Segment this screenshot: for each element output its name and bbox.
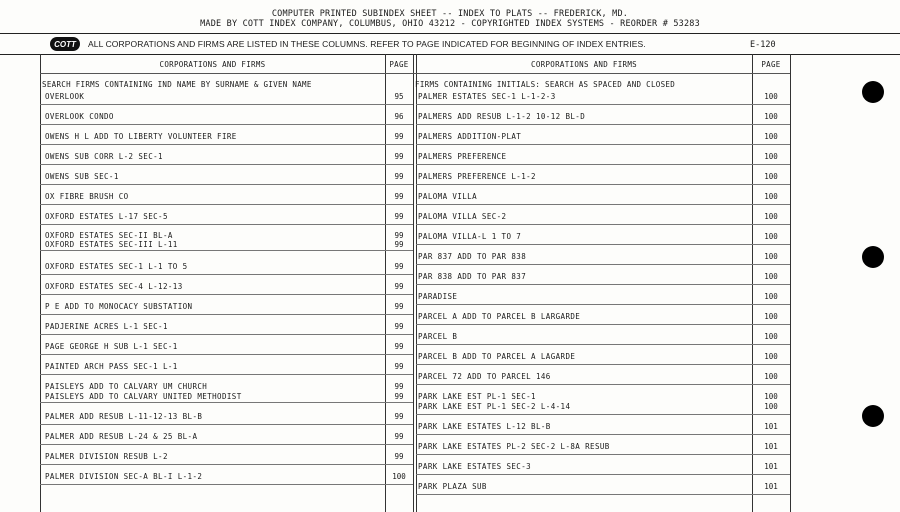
right-entry-page: 101 bbox=[764, 462, 778, 471]
right-entry-page: 100 bbox=[764, 292, 778, 301]
punch-hole-middle bbox=[862, 246, 884, 268]
row-rule bbox=[416, 384, 790, 385]
row-rule bbox=[416, 284, 790, 285]
left-entry-page: 99 bbox=[394, 322, 404, 331]
row-rule bbox=[40, 164, 413, 165]
right-entry-name: PALMERS PREFERENCE bbox=[418, 152, 507, 161]
right-entry-name: PALMERS ADDITION-PLAT bbox=[418, 132, 522, 141]
left-entry-name: P E ADD TO MONOCACY SUBSTATION bbox=[45, 302, 193, 311]
row-rule bbox=[416, 414, 790, 415]
right-entry-name: PALMERS ADD RESUB L-1-2 10-12 BL-D bbox=[418, 112, 586, 121]
right-entry-name: PARK LAKE ESTATES PL-2 SEC-2 L-8A RESUB bbox=[418, 442, 610, 451]
right-entry-page: 100 bbox=[764, 312, 778, 321]
header-divider bbox=[0, 33, 900, 34]
right-entry-name: PAR 837 ADD TO PAR 838 bbox=[418, 252, 527, 261]
right-column-heading: CORPORATIONS AND FIRMS bbox=[531, 60, 637, 69]
notice-text: ALL CORPORATIONS AND FIRMS ARE LISTED IN THESE COLUMNS. REFER TO PAGE INDICATED FOR BEGINNING OF INDEX ENTRIES. bbox=[88, 39, 646, 49]
right-entry-name: PARCEL 72 ADD TO PARCEL 146 bbox=[418, 372, 551, 381]
left-column-heading: CORPORATIONS AND FIRMS bbox=[159, 60, 266, 69]
right-entry-name: PARCEL A ADD TO PARCEL B LARGARDE bbox=[418, 312, 581, 321]
left-entry-name: PADJERINE ACRES L-1 SEC-1 bbox=[45, 322, 168, 331]
left-entry-page: 99 bbox=[394, 231, 404, 240]
right-entry-page: 101 bbox=[764, 482, 778, 491]
left-entry-page: 99 bbox=[394, 192, 404, 201]
punch-hole-top bbox=[862, 81, 884, 103]
left-entry-page: 99 bbox=[394, 262, 404, 271]
row-rule bbox=[40, 204, 413, 205]
left-entry-page: 96 bbox=[394, 112, 404, 121]
row-rule bbox=[40, 250, 413, 251]
left-entry-page: 99 bbox=[394, 432, 404, 441]
row-rule bbox=[40, 484, 413, 485]
right-page-rule bbox=[752, 54, 753, 512]
sheet-code: E-120 bbox=[750, 40, 776, 50]
notice-bar bbox=[50, 36, 646, 52]
left-entry-page: 99 bbox=[394, 452, 404, 461]
row-rule bbox=[40, 224, 413, 225]
right-entry-name: PALMER ESTATES SEC-1 L-1-2-3 bbox=[418, 92, 556, 101]
left-entry-page: 99 bbox=[394, 132, 404, 141]
right-entry-page: 100 bbox=[764, 212, 778, 221]
right-entry-page: 100 bbox=[764, 272, 778, 281]
left-entry-page: 99 bbox=[394, 412, 404, 421]
right-entry-page: 100 bbox=[764, 132, 778, 141]
row-rule bbox=[416, 184, 790, 185]
notice-divider bbox=[0, 54, 900, 55]
left-entry-name: OVERLOOK bbox=[45, 92, 85, 101]
row-rule bbox=[416, 104, 790, 105]
row-rule bbox=[40, 444, 413, 445]
right-entry-page: 100 bbox=[764, 372, 778, 381]
left-entry-name: OVERLOOK CONDO bbox=[45, 112, 114, 121]
row-rule bbox=[40, 144, 413, 145]
row-rule bbox=[416, 144, 790, 145]
row-rule bbox=[416, 264, 790, 265]
right-entry-page: 100 bbox=[764, 402, 778, 411]
row-rule bbox=[40, 314, 413, 315]
right-entry-page: 100 bbox=[764, 252, 778, 261]
row-rule bbox=[416, 494, 790, 495]
right-entry-name: PARK LAKE ESTATES L-12 BL-B bbox=[418, 422, 551, 431]
left-entry-page: 99 bbox=[394, 282, 404, 291]
row-rule bbox=[416, 304, 790, 305]
left-entry-page: 99 bbox=[394, 342, 404, 351]
right-entry-page: 100 bbox=[764, 392, 778, 401]
right-entry-name: PALMERS PREFERENCE L-1-2 bbox=[418, 172, 536, 181]
left-entry-name: OX FIBRE BRUSH CO bbox=[45, 192, 129, 201]
left-entry-name: PAGE GEORGE H SUB L-1 SEC-1 bbox=[45, 342, 178, 351]
row-rule bbox=[416, 364, 790, 365]
left-entry-page: 99 bbox=[394, 392, 404, 401]
right-subheading: FIRMS CONTAINING INITIALS: SEARCH AS SPACED AND CLOSED bbox=[415, 80, 676, 89]
row-rule bbox=[40, 104, 413, 105]
left-entry-name: PAISLEYS ADD TO CALVARY UM CHURCH bbox=[45, 382, 208, 391]
row-rule bbox=[416, 474, 790, 475]
left-entry-name: PAINTED ARCH PASS SEC-1 L-1 bbox=[45, 362, 178, 371]
row-rule bbox=[40, 374, 413, 375]
left-subheading: SEARCH FIRMS CONTAINING IND NAME BY SURNAME & GIVEN NAME bbox=[42, 80, 312, 89]
row-rule bbox=[40, 274, 413, 275]
right-margin-rule bbox=[790, 54, 791, 512]
row-rule bbox=[416, 224, 790, 225]
sheet-title: COMPUTER PRINTED SUBINDEX SHEET -- INDEX TO PLATS -- FREDERICK, MD. bbox=[271, 9, 629, 19]
left-entry-page: 100 bbox=[392, 472, 406, 481]
left-entry-name: OXFORD ESTATES SEC-1 L-1 TO 5 bbox=[45, 262, 188, 271]
publisher-line: MADE BY COTT INDEX COMPANY, COLUMBUS, OHIO 43212 - COPYRIGHTED INDEX SYSTEMS - REORDER # 53283 bbox=[200, 19, 700, 29]
row-rule bbox=[40, 124, 413, 125]
left-entry-page: 99 bbox=[394, 152, 404, 161]
right-entry-name: PARADISE bbox=[418, 292, 458, 301]
right-entry-page: 100 bbox=[764, 172, 778, 181]
row-rule bbox=[40, 464, 413, 465]
row-rule bbox=[416, 164, 790, 165]
right-entry-page: 100 bbox=[764, 152, 778, 161]
left-entry-page: 99 bbox=[394, 212, 404, 221]
right-entry-page: 100 bbox=[764, 232, 778, 241]
column-head-divider bbox=[40, 73, 790, 74]
row-rule bbox=[416, 244, 790, 245]
row-rule bbox=[416, 204, 790, 205]
right-entry-name: PARK LAKE ESTATES SEC-3 bbox=[418, 462, 532, 471]
left-entry-name: OWENS SUB SEC-1 bbox=[45, 172, 119, 181]
left-entry-name: PAISLEYS ADD TO CALVARY UNITED METHODIST bbox=[45, 392, 242, 401]
right-entry-name: PALOMA VILLA bbox=[418, 192, 477, 201]
left-entry-page: 99 bbox=[394, 172, 404, 181]
row-rule bbox=[416, 434, 790, 435]
row-rule bbox=[40, 184, 413, 185]
left-entry-name: PALMER ADD RESUB L-24 & 25 BL-A bbox=[45, 432, 198, 441]
left-entry-name: PALMER ADD RESUB L-11-12-13 BL-B bbox=[45, 412, 203, 421]
row-rule bbox=[40, 334, 413, 335]
left-entry-name: OXFORD ESTATES SEC-4 L-12-13 bbox=[45, 282, 183, 291]
left-entry-page: 95 bbox=[394, 92, 404, 101]
left-entry-name: OXFORD ESTATES SEC-III L-11 bbox=[45, 240, 178, 249]
right-page-heading: PAGE bbox=[761, 60, 781, 69]
right-entry-page: 100 bbox=[764, 112, 778, 121]
left-entry-name: PALMER DIVISION SEC-A BL-I L-1-2 bbox=[45, 472, 203, 481]
left-entry-page: 99 bbox=[394, 240, 404, 249]
right-entry-name: PARCEL B ADD TO PARCEL A LAGARDE bbox=[418, 352, 576, 361]
row-rule bbox=[416, 324, 790, 325]
row-rule bbox=[416, 454, 790, 455]
right-entry-name: PALOMA VILLA SEC-2 bbox=[418, 212, 507, 221]
row-rule bbox=[40, 402, 413, 403]
left-page-heading: PAGE bbox=[389, 60, 409, 69]
left-entry-name: OXFORD ESTATES SEC-II BL-A bbox=[45, 231, 173, 240]
right-entry-page: 101 bbox=[764, 442, 778, 451]
right-entry-page: 100 bbox=[764, 92, 778, 101]
left-entry-name: OWENS H L ADD TO LIBERTY VOLUNTEER FIRE bbox=[45, 132, 237, 141]
right-entry-page: 100 bbox=[764, 192, 778, 201]
right-entry-page: 100 bbox=[764, 352, 778, 361]
punch-hole-bottom bbox=[862, 405, 884, 427]
center-rule-2 bbox=[416, 54, 417, 512]
right-entry-name: PARCEL B bbox=[418, 332, 458, 341]
cott-logo: COTT bbox=[50, 37, 80, 51]
right-entry-name: PARK PLAZA SUB bbox=[418, 482, 487, 491]
left-entry-page: 99 bbox=[394, 362, 404, 371]
left-entry-name: OWENS SUB CORR L-2 SEC-1 bbox=[45, 152, 163, 161]
left-entry-name: PALMER DIVISION RESUB L-2 bbox=[45, 452, 168, 461]
right-entry-name: PAR 838 ADD TO PAR 837 bbox=[418, 272, 527, 281]
right-entry-name: PARK LAKE EST PL-1 SEC-1 bbox=[418, 392, 536, 401]
right-entry-page: 100 bbox=[764, 332, 778, 341]
right-entry-name: PALOMA VILLA-L 1 TO 7 bbox=[418, 232, 522, 241]
row-rule bbox=[40, 354, 413, 355]
row-rule bbox=[40, 294, 413, 295]
row-rule bbox=[416, 344, 790, 345]
row-rule bbox=[40, 424, 413, 425]
left-entry-page: 99 bbox=[394, 302, 404, 311]
right-entry-page: 101 bbox=[764, 422, 778, 431]
left-entry-page: 99 bbox=[394, 382, 404, 391]
right-entry-name: PARK LAKE EST PL-1 SEC-2 L-4-14 bbox=[418, 402, 571, 411]
row-rule bbox=[416, 124, 790, 125]
left-entry-name: OXFORD ESTATES L-17 SEC-5 bbox=[45, 212, 168, 221]
